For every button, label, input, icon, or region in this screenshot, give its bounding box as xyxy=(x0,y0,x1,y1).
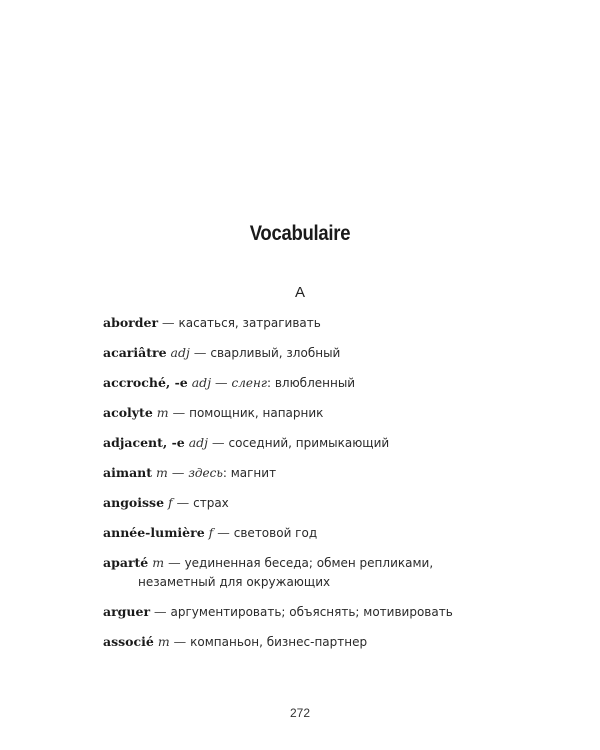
entry-usage-note: сленг xyxy=(231,376,267,390)
vocabulary-entry xyxy=(103,602,573,632)
vocabulary-entry xyxy=(103,632,573,662)
entry-grammar: m xyxy=(156,405,169,420)
entry-definition: компаньон, бизнес-партнер xyxy=(190,635,368,649)
vocabulary-list xyxy=(103,313,573,662)
entry-headword: acariâtre xyxy=(103,345,167,360)
entry-headword: acolyte xyxy=(103,405,153,420)
entry-dash: — xyxy=(168,405,190,420)
entry-usage-note: здесь xyxy=(188,466,223,480)
entry-headword: angoisse xyxy=(103,495,165,510)
entry-definition: касаться, затрагивать xyxy=(178,316,321,330)
entry-definition: световой год xyxy=(233,526,318,540)
entry-grammar: adj xyxy=(170,345,190,360)
entry-definition: сварливый, злобный xyxy=(210,346,341,360)
entry-definition: аргументировать; объяснять; мотивировать xyxy=(170,605,453,619)
entry-dash: — xyxy=(189,345,211,360)
entry-grammar: m xyxy=(157,634,170,649)
entry-dash: — xyxy=(167,465,189,480)
vocabulary-entry xyxy=(103,493,573,523)
entry-dash: — xyxy=(164,555,185,570)
entry-grammar: f xyxy=(208,525,214,540)
vocabulary-entry xyxy=(103,343,573,373)
vocabulary-entry xyxy=(103,373,573,403)
entry-headword: aparté xyxy=(103,555,149,570)
entry-dash: — xyxy=(150,604,171,619)
entry-definition: уединенная беседа; обмен репликами, xyxy=(184,556,434,570)
page-title: Vocabulaire xyxy=(249,222,351,245)
entry-headword: année-lumière xyxy=(103,525,205,540)
entry-definition: : магнит xyxy=(222,466,277,480)
vocabulary-entry xyxy=(103,313,573,343)
entry-headword: associé xyxy=(103,634,154,649)
entry-dash: — xyxy=(169,634,191,649)
entry-headword: aborder xyxy=(103,315,159,330)
entry-definition-continued: незаметный для окружающих xyxy=(138,575,331,589)
entry-dash: — xyxy=(213,525,234,540)
entry-definition: страх xyxy=(193,496,229,510)
entry-definition: помощник, напарник xyxy=(189,406,324,420)
entry-grammar: adj xyxy=(188,435,209,450)
vocabulary-entry xyxy=(103,403,573,433)
entry-definition: соседний, примыкающий xyxy=(228,436,390,450)
vocabulary-entry xyxy=(103,433,573,463)
entry-grammar: f xyxy=(168,495,173,510)
vocabulary-entry xyxy=(103,463,573,493)
page-number: 272 xyxy=(289,706,311,720)
vocabulary-entry xyxy=(103,553,573,602)
section-letter: A xyxy=(294,284,305,301)
entry-grammar: adj xyxy=(191,375,212,390)
entry-headword: aimant xyxy=(103,465,153,480)
entry-dash: — xyxy=(211,375,232,390)
entry-grammar: m xyxy=(152,555,165,570)
entry-headword: accroché, -e xyxy=(103,375,188,390)
entry-definition: : влюбленный xyxy=(266,376,356,390)
vocabulary-entry xyxy=(103,523,573,553)
entry-grammar: m xyxy=(156,465,168,480)
entry-headword: adjacent, -e xyxy=(103,435,185,450)
entry-dash: — xyxy=(172,495,194,510)
entry-headword: arguer xyxy=(103,604,151,619)
entry-dash: — xyxy=(158,315,179,330)
entry-dash: — xyxy=(208,435,229,450)
